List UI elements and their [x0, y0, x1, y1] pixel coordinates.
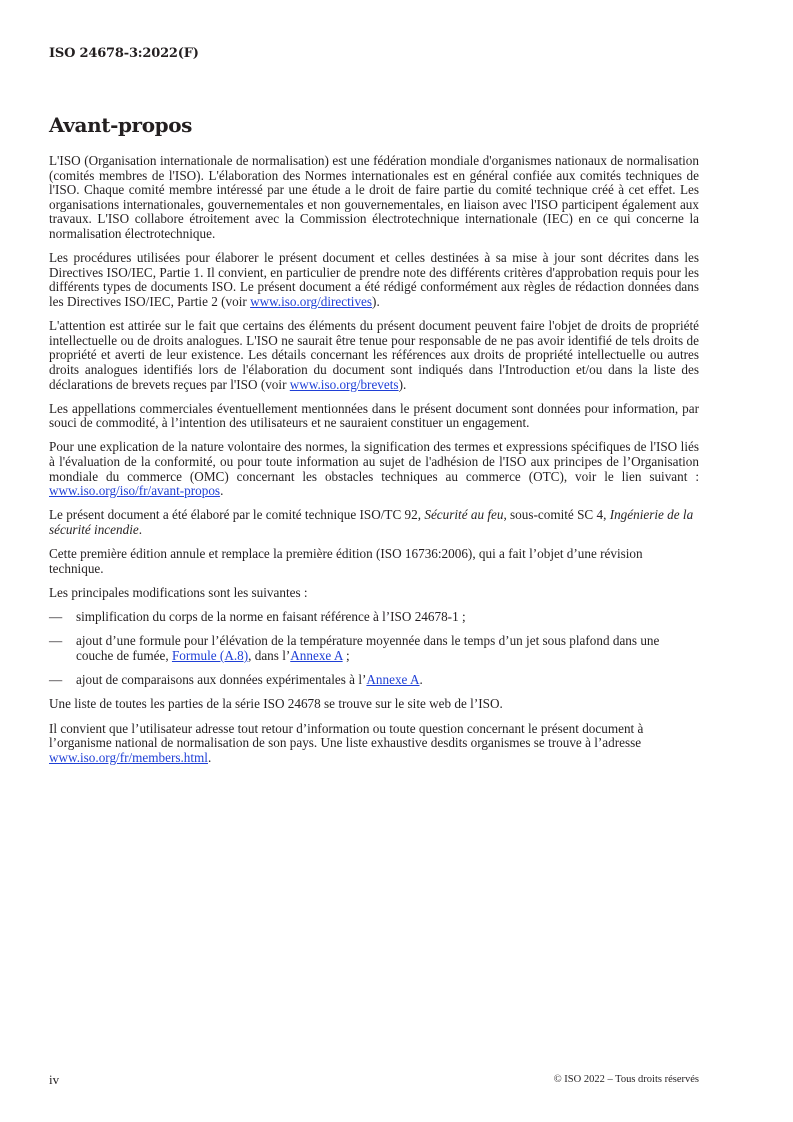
- list-item-text: [76, 673, 699, 688]
- text: Il convient que l’utilisateur adresse tout retour d’information ou toute question concernant le présent document à l’organisme national de normalisation de son pays. Une liste exhaustive desdits organismes se trouve à l’adresse: [49, 720, 644, 751]
- dash-bullet: —: [49, 609, 63, 625]
- paragraph-voluntary-nature: [49, 440, 699, 498]
- section-title: Avant-propos: [49, 113, 193, 137]
- list-item: [49, 673, 699, 688]
- text: ).: [372, 293, 380, 309]
- paragraph-trade-names: Les appellations commerciales éventuellement mentionnées dans le présent document sont données pour information, par souci de commodité, à l’intention des utilisateurs et ne sauraient constituer un engagement.: [49, 400, 699, 431]
- text: Pour une explication de la nature volontaire des normes, la signification des termes et expressions spécifiques de l'ISO liés à l'évaluation de la conformité, ou pour toute information au sujet de l'adhésion de l'ISO aux principes de l’Organisation mondiale du commerce (OMC) concernant les obstacles techniques au commerce (OTC), voir le lien suivant :: [49, 439, 699, 484]
- text: .: [207, 749, 212, 765]
- list-item: [49, 634, 699, 663]
- text: .: [220, 483, 224, 499]
- paragraph-feedback: [49, 722, 699, 766]
- text: .: [419, 672, 423, 688]
- text: ajout d’une formule pour l’élévation de la température moyennée dans le temps d’un jet sous plafond dans une couche de fumée,: [76, 633, 660, 663]
- paragraph-edition: Cette première édition annule et remplace la première édition (ISO 16736:2006), qui a fait l’objet d’une révision technique.: [49, 546, 643, 576]
- link-annexe-a[interactable]: Annexe A: [290, 647, 343, 663]
- dash-bullet: —: [49, 672, 63, 688]
- text: , sous-comité SC 4,: [503, 507, 610, 523]
- link-brevets[interactable]: www.iso.org/brevets: [289, 376, 399, 392]
- page-number: iv: [49, 1072, 60, 1087]
- list-item-text: simplification du corps de la norme en faisant référence à l’ISO 24678-1 ;: [76, 609, 466, 625]
- paragraph-changes-intro: Les principales modifications sont les suivantes :: [49, 585, 308, 600]
- paragraph-iso-intro: L'ISO (Organisation internationale de normalisation) est une fédération mondiale d'organismes nationaux de normalisation (comités membres de l'ISO). L'élaboration des Normes internationales est en général confiée aux comités techniques de l'ISO. Chaque comité membre intéressé par une étude a le droit de faire partie du comité technique créé à cet effet. Les organisations internationales, gouvernementales et non gouvernementales, en liaison avec l'ISO participent également aux travaux. L'ISO collabore étroitement avec la Commission électrotechnique internationale (IEC) en ce qui concerne la normalisation électrotechnique.: [49, 153, 699, 241]
- subcommittee-title: Ingénierie de la sécurité incendie: [49, 507, 694, 538]
- text: .: [138, 522, 143, 538]
- copyright-notice: © ISO 2022 – Tous droits réservés: [553, 1074, 699, 1085]
- link-formule-a8[interactable]: Formule (A.8): [171, 647, 249, 663]
- text: ajout de comparaisons aux données expérimentales à l’: [76, 672, 367, 688]
- link-members[interactable]: www.iso.org/fr/members.html: [49, 749, 208, 765]
- text: L'attention est attirée sur le fait que certains des éléments du présent document peuvent faire l'objet de droits de propriété intellectuelle ou de droits analogues. L'ISO ne saurait être tenue pour responsable de ne pas avoir identifié de tels droits de propriété et averti de leur existence. Les détails concernant les références aux droits de propriété intellectuelle ou autres droits analogues identifiés lors de l'élaboration du document sont indiqués dans l'Introduction et/ou dans la liste des déclarations de brevets reçues par l'ISO (voir: [49, 318, 699, 392]
- link-directives[interactable]: www.iso.org/directives: [250, 293, 373, 309]
- text: , dans l’: [248, 647, 291, 663]
- list-item: [49, 610, 699, 625]
- text: ;: [342, 647, 350, 663]
- paragraph-patents: [49, 319, 699, 392]
- document-identifier: ISO 24678-3:2022(F): [49, 46, 199, 61]
- text: Le présent document a été élaboré par le comité technique ISO/TC 92,: [49, 507, 425, 523]
- link-avant-propos[interactable]: www.iso.org/iso/fr/avant-propos: [49, 483, 221, 499]
- paragraph-committee: [49, 508, 699, 537]
- paragraph-procedures: [49, 251, 699, 309]
- text: ).: [398, 376, 407, 392]
- link-annexe-a[interactable]: Annexe A: [366, 672, 420, 688]
- document-body: [49, 154, 699, 775]
- committee-title: Sécurité au feu: [424, 507, 504, 523]
- list-item-text: [76, 634, 699, 663]
- text: Les procédures utilisées pour élaborer le présent document et celles destinées à sa mise à jour sont décrites dans les Directives ISO/IEC, Partie 1. Il convient, en particulier de prendre note des différents critères d'approbation requis pour les différents types de documents ISO. Le présent document a été rédigé conformément aux règles de rédaction données dans les Directives ISO/IEC, Partie 2 (voir: [49, 250, 699, 309]
- dash-bullet: —: [49, 633, 63, 649]
- paragraph-series-list: Une liste de toutes les parties de la série ISO 24678 se trouve sur le site web de l’ISO.: [49, 696, 503, 712]
